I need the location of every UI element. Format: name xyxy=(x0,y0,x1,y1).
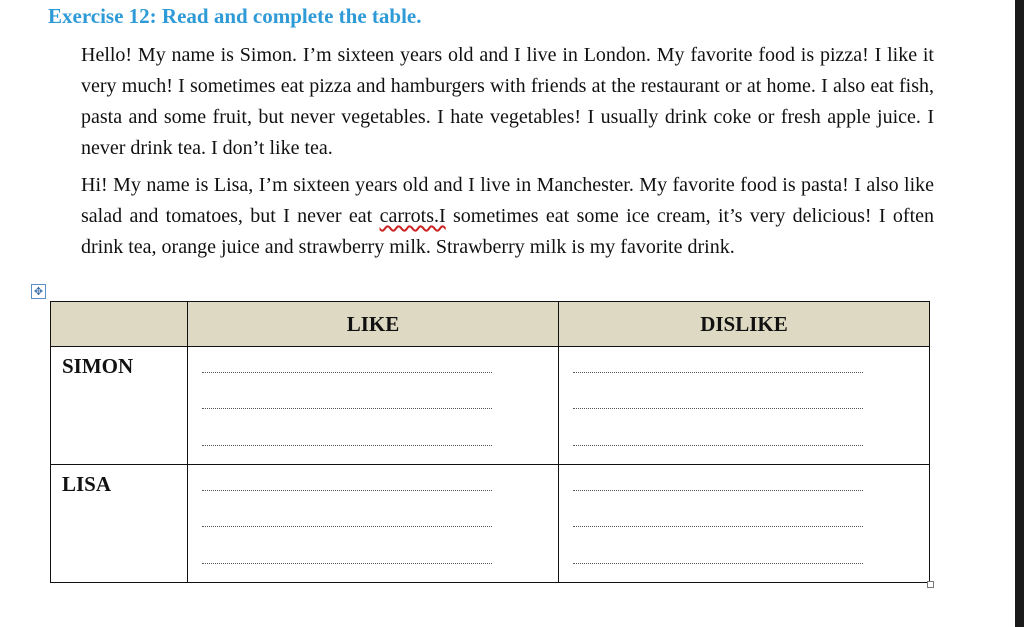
passage-simon: Hello! My name is Simon. I’m sixteen years old and I live in London. My favorite food is pizza! I like it very much! I sometimes eat pizza and hamburgers with friends at the restaurant or at home. I also eat fish, pasta and some fruit, but never vegetables. I hate vegetables! I usually drink coke or fresh apple juice. I never drink tea. I don’t like tea. xyxy=(81,44,934,159)
header-dislike: DISLIKE xyxy=(559,302,930,347)
exercise-title: Exercise 12: Read and complete the table. xyxy=(48,4,422,28)
passage-lisa-part2: sometimes eat some ice cream, it’s very delicious! I often drink tea, orange juice and strawberry milk. Strawberry milk is my favorite drink. xyxy=(81,205,935,258)
lisa-like-cell[interactable] xyxy=(188,465,559,583)
simon-dislike-cell[interactable] xyxy=(559,347,930,465)
answer-lines xyxy=(188,465,558,582)
answer-lines xyxy=(188,347,558,464)
dotted-answer-line xyxy=(202,563,492,564)
dotted-answer-line xyxy=(573,563,863,564)
dotted-answer-line xyxy=(202,372,492,373)
dotted-answer-line xyxy=(573,445,863,446)
like-dislike-table xyxy=(50,301,930,583)
passage-lisa-part1: Hi! My name is Lisa, I’m sixteen years old and I live in Manchester. My favorite food is pasta! I also like salad and tomatoes, but I never eat xyxy=(81,174,934,227)
dotted-answer-line xyxy=(573,526,863,527)
table-resize-handle-icon[interactable] xyxy=(927,581,934,588)
dotted-answer-line xyxy=(573,408,863,409)
table-header-row xyxy=(51,302,930,347)
window-edge xyxy=(1015,0,1024,627)
table-row-simon xyxy=(51,347,930,465)
row-label-lisa: LISA xyxy=(51,465,188,583)
dotted-answer-line xyxy=(202,490,492,491)
answer-lines xyxy=(559,465,929,582)
dotted-answer-line xyxy=(573,372,863,373)
table-row-lisa xyxy=(51,465,930,583)
simon-like-cell[interactable] xyxy=(188,347,559,465)
dotted-answer-line xyxy=(573,490,863,491)
header-empty-cell xyxy=(51,302,188,347)
lisa-dislike-cell[interactable] xyxy=(559,465,930,583)
header-like: LIKE xyxy=(188,302,559,347)
table-move-handle-icon[interactable]: ✥ xyxy=(31,284,46,299)
row-label-simon: SIMON xyxy=(51,347,188,465)
spelling-flagged-word[interactable]: carrots.I xyxy=(379,205,446,227)
dotted-answer-line xyxy=(202,408,492,409)
dotted-answer-line xyxy=(202,526,492,527)
dotted-answer-line xyxy=(202,445,492,446)
answer-lines xyxy=(559,347,929,464)
passage-lisa xyxy=(81,170,934,263)
